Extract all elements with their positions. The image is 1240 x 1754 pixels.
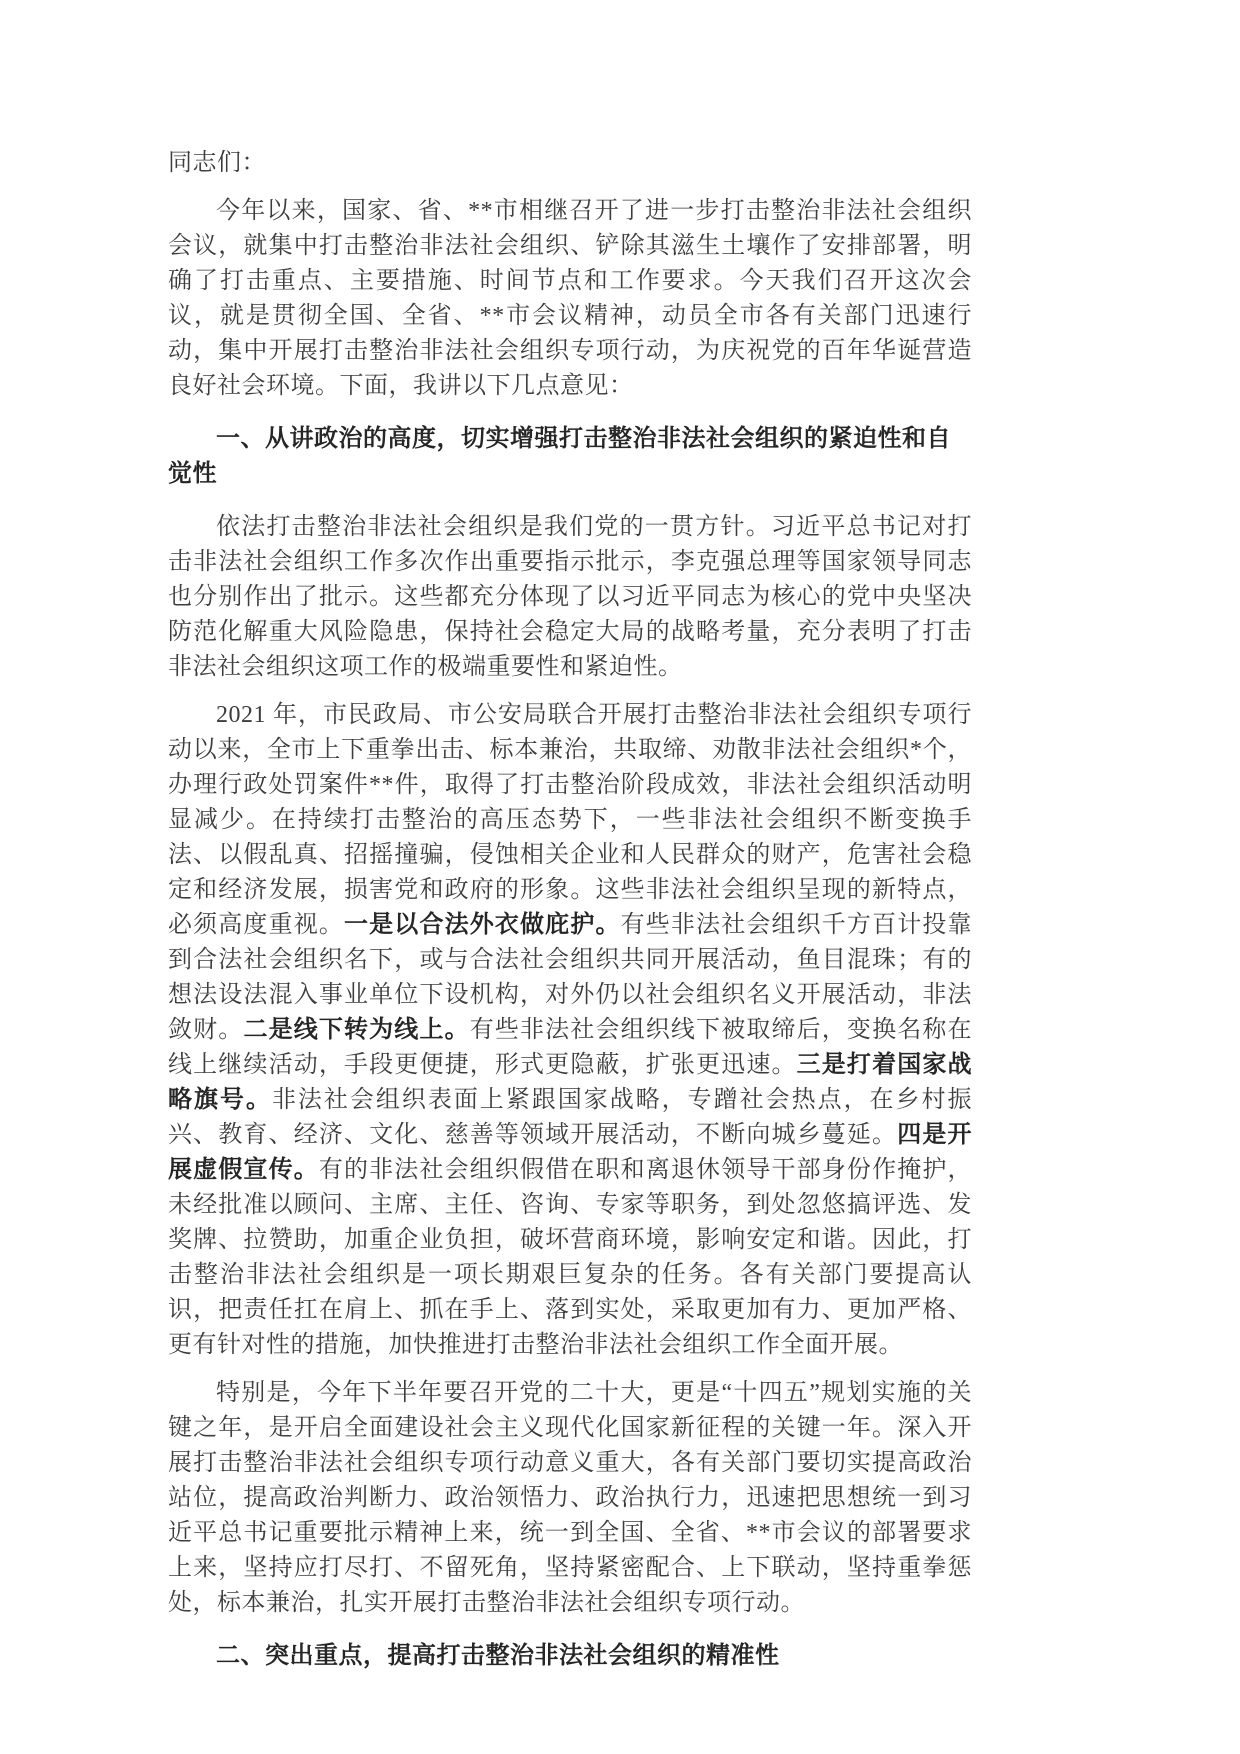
key-point-4-detail: 有的非法社会组织假借在职和离退休领导干部身份作掩护，未经批准以顾问、主席、主任、咨询、专家等职务，到处忽悠搞评选、发奖牌、拉赞助，加重企业负担，破坏营商环境，影响安定和谐。因此，打击整治非法社会组织是一项长期艰巨复杂的任务。各有关部门要提高认识，把责任扛在肩上、抓在手上、落到实处，采取更加有力、更加严格、更有针对性的措施，加快推进打击整治非法社会组织工作全面开展。 bbox=[168, 1157, 973, 1358]
key-point-4-label: 四是开展虚假宣传。 bbox=[168, 1122, 973, 1183]
situation-run-overview: 2021 年，市民政局、市公安局联合开展打击整治非法社会组织专项行动以来，全市上下重拳出击、标本兼治，共取缔、劝散非法社会组织*个，办理行政处罚案件**件，取得了打击整治阶段成效，非法社会组织活动明显减少。在持续打击整治的高压态势下，一些非法社会组织不断变换手法、以假乱真、招摇撞骗，侵蚀相关企业和人民群众的财产，危害社会稳定和经济发展，损害党和政府的形象。这些非法社会组织呈现的新特点，必须高度重视。 bbox=[168, 702, 972, 938]
key-point-2-label: 二是线下转为线上。 bbox=[243, 1017, 470, 1043]
section-1-heading: 一、从讲政治的高度，切实增强打击整治非法社会组织的紧迫性和自觉性 bbox=[168, 426, 951, 487]
key-point-2-detail: 有些非法社会组织线下被取缔后，变换名称在线上继续活动，手段更便捷，形式更隐蔽，扩张更迅速。 bbox=[168, 1017, 973, 1078]
paragraph-special-significance: 特别是，今年下半年要召开党的二十大，更是“十四五”规划实施的关键之年，是开启全面建设社会主义现代化国家新征程的关键一年。深入开展打击整治非法社会组织专项行动意义重大，各有关部门要切实提高政治站位，提高政治判断力、政治领悟力、政治执行力，迅速把思想统一到习近平总书记重要批示精神上来，统一到全国、全省、**市会议的部署要求上来，坚持应打尽打、不留死角，坚持紧密配合、上下联动，坚持重拳惩处，标本兼治，扎实开展打击整治非法社会组织专项行动。 bbox=[168, 1380, 972, 1616]
section-2-heading: 二、突出重点，提高打击整治非法社会组织的精准性 bbox=[216, 1643, 780, 1669]
paragraph-situation bbox=[168, 698, 972, 1363]
key-point-1-label: 一是以合法外衣做庇护。 bbox=[344, 912, 621, 938]
key-point-3-detail: 非法社会组织表面上紧跟国家战略，专蹭社会热点，在乡村振兴、教育、经济、文化、慈善等领域开展活动，不断向城乡蔓延。 bbox=[168, 1087, 973, 1148]
key-point-3-label: 三是打着国家战略旗号。 bbox=[168, 1052, 973, 1113]
key-point-1-detail: 有些非法社会组织千方百计投靠到合法社会组织名下，或与合法社会组织共同开展活动，鱼目混珠；有的想法设法混入事业单位下设机构，对外仍以社会组织名义开展活动，非法敛财。 bbox=[168, 912, 973, 1043]
paragraph-intro: 今年以来，国家、省、**市相继召开了进一步打击整治非法社会组织会议，就集中打击整治非法社会组织、铲除其滋生土壤作了安排部署，明确了打击重点、主要措施、时间节点和工作要求。今天我们召开这次会议，就是贯彻全国、全省、**市会议精神，动员全市各有关部门迅速行动，集中开展打击整治非法社会组织专项行动，为庆祝党的百年华诞营造良好社会环境。下面，我讲以下几点意见： bbox=[168, 198, 972, 399]
paragraph-policy-basis: 依法打击整治非法社会组织是我们党的一贯方针。习近平总书记对打击非法社会组织工作多次作出重要指示批示，李克强总理等国家领导同志也分别作出了批示。这些都充分体现了以习近平同志为核心的党中央坚决防范化解重大风险隐患，保持社会稳定大局的战略考量，充分表明了打击非法社会组织这项工作的极端重要性和紧迫性。 bbox=[168, 514, 972, 680]
salutation: 同志们： bbox=[168, 150, 266, 176]
